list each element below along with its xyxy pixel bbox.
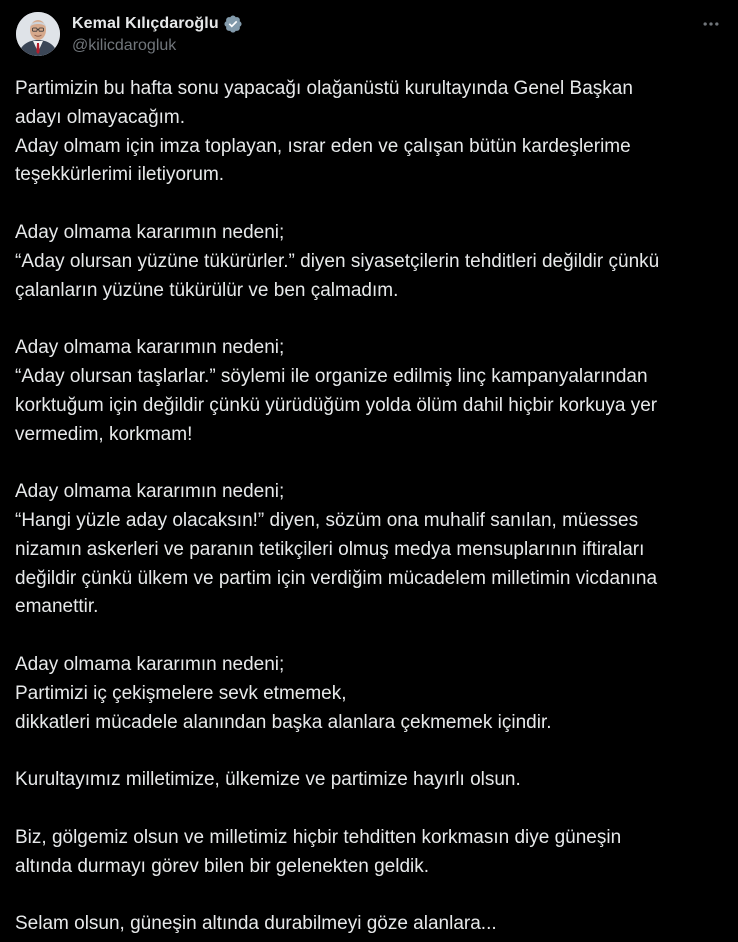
tweet-line: “Aday olursan yüzüne tükürürler.” diyen siyasetçilerin tehditleri değildir çünkü (15, 250, 660, 272)
paragraph-gap (15, 737, 727, 766)
tweet-line: dikkatleri mücadele alanından başka alanlara çekmemek içindir. (15, 711, 552, 733)
tweet-line: çalanların yüzüne tükürülür ve ben çalmadım. (15, 279, 399, 301)
tweet-line: Aday olmama kararımın nedeni; (15, 221, 285, 243)
tweet-line: “Hangi yüzle aday olacaksın!” diyen, sözüm ona muhalif sanılan, müesses (15, 509, 639, 531)
verified-badge-icon[interactable] (223, 14, 243, 34)
paragraph-gap (15, 881, 727, 910)
paragraph-gap (15, 622, 727, 651)
more-options-button[interactable] (696, 12, 726, 36)
tweet-line: Aday olmam için imza toplayan, ısrar eden ve çalışan bütün kardeşlerime (15, 135, 631, 157)
paragraph-gap (15, 449, 727, 478)
avatar[interactable] (16, 12, 60, 56)
tweet-line: Partimizi iç çekişmelere sevk etmemek, (15, 682, 347, 704)
tweet-line: değildir çünkü ülkem ve partim için verdiğim mücadelem milletimin vicdanına (15, 567, 658, 589)
tweet-line: teşekkürlerimi iletiyorum. (15, 164, 225, 186)
tweet-line: korktuğum için değildir çünkü yürüdüğüm yolda ölüm dahil hiçbir korkuya yer (15, 394, 658, 416)
paragraph-gap (15, 795, 727, 824)
author-name-row (72, 14, 243, 34)
more-horizontal-icon (701, 14, 721, 34)
tweet-line: Biz, gölgemiz olsun ve milletimiz hiçbir tehditten korkmasın diye güneşin (15, 826, 622, 848)
tweet-header (16, 12, 726, 60)
tweet-line: Selam olsun, güneşin altında durabilmeyi göze alanlara... (15, 913, 497, 935)
tweet-line: emanettir. (15, 596, 99, 618)
tweet-line: adayı olmayacağım. (15, 106, 186, 128)
tweet-line: “Aday olursan taşlarlar.” söylemi ile organize edilmiş linç kampanyalarından (15, 365, 648, 387)
paragraph-gap (15, 190, 727, 219)
tweet-text (15, 75, 727, 939)
tweet-line: altında durmayı görev bilen bir gelenekten geldik. (15, 855, 430, 877)
tweet-line: Aday olmama kararımın nedeni; (15, 337, 285, 359)
tweet-line: Aday olmama kararımın nedeni; (15, 481, 285, 503)
tweet-line: Kurultayımız milletimize, ülkemize ve partimize hayırlı olsun. (15, 769, 521, 791)
author-handle[interactable]: @kilicdarogluk (72, 37, 177, 54)
avatar-portrait-icon (16, 12, 60, 56)
tweet-line: Partimizin bu hafta sonu yapacağı olağanüstü kurultayında Genel Başkan (15, 78, 633, 99)
tweet-line: Aday olmama kararımın nedeni; (15, 653, 285, 675)
tweet-line: nizamın askerleri ve paranın tetikçileri olmuş medya mensuplarının iftiraları (15, 538, 645, 560)
tweet-line: vermedim, korkmam! (15, 423, 193, 445)
paragraph-gap (15, 305, 727, 334)
author-display-name[interactable]: Kemal Kılıçdaroğlu (72, 15, 219, 32)
